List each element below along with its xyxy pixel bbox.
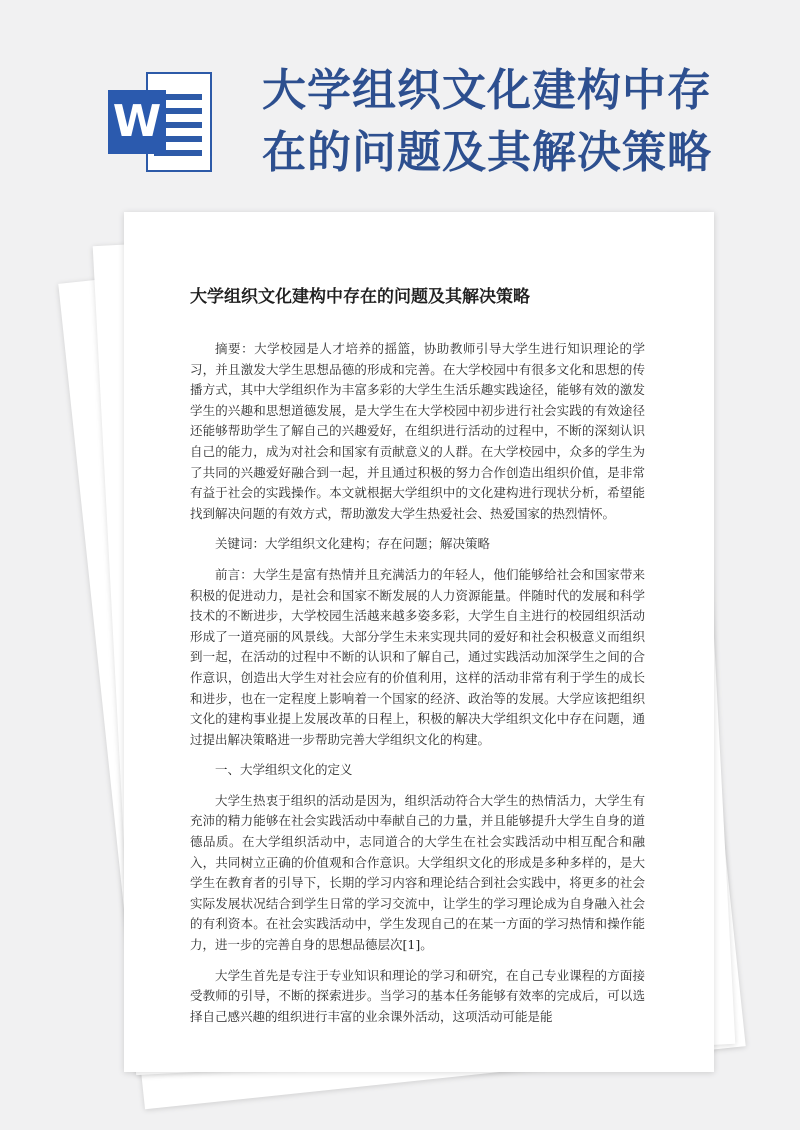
section-heading: 一、大学组织文化的定义 [215, 762, 353, 778]
section-paragraph: 大学生首先是专注于专业知识和理论的学习和研究，在自己专业课程的方面接受教师的引导，不断的探索进步。当学习的基本任务能够有效率的完成后，可以选择自己感兴趣的组织进行丰富的业余课外活动，这项活动可能是能 [190, 967, 645, 1024]
page-title-line-2: 在的问题及其解决策略 [262, 127, 712, 178]
document-title: 大学组织文化建构中存在的问题及其解决策略 [190, 287, 530, 307]
preface-paragraph: 前言：大学生是富有热情并且充满活力的年轻人，他们能够给社会和国家带来积极的促进动力，是社会和国家不断发展的人力资源能量。伴随时代的发展和科学技术的不断进步，大学校园生活越来越多姿多彩，大学生自主进行的校园组织活动形成了一道亮丽的风景线。大部分学生未来实现共同的爱好和社会积极意义而组织到一起，在活动的过程中不断的认识和了解自己，通过实践活动加深学生之间的合作意识，创造出大学生对社会应有的价值利用，这样的活动非常有利于学生的成长和进步，也在一定程度上影响着一个国家的经济、政治等的发展。大学应该把组织文化的建构事业提上发展改革的日程上，积极的解决大学组织文化中存在问题，通过提出解决策略进一步帮助完善大学组织文化的构建。 [190, 566, 645, 747]
keywords-paragraph: 关键词：大学组织文化建构；存在问题；解决策略 [215, 536, 491, 552]
document-body [190, 285, 645, 1037]
page-title-line-1: 大学组织文化建构中存 [262, 65, 712, 116]
word-logo-letter: W [108, 90, 166, 154]
abstract-paragraph: 摘要：大学校园是人才培养的摇篮，协助教师引导大学生进行知识理论的学习，并且激发大学生思想品德的形成和完善。在大学校园中有很多文化和思想的传播方式，其中大学组织作为丰富多彩的大学生生活乐趣实践途径，能够有效的激发学生的兴趣和思想道德发展，是大学生在大学校园中初步进行社会实践的有效途径还能够帮助学生了解自己的兴趣爱好，在组织进行活动的过程中，不断的深刻认识自己的能力，成为对社会和国家有贡献意义的人群。在大学校园中，众多的学生为了共同的兴趣爱好融合到一起，并且通过积极的努力合作创造出组织价值，是非常有益于社会的实践操作。本文就根据大学组织中的文化建构进行现状分析，希望能找到解决问题的有效方式，帮助激发大学生热爱社会、热爱国家的热烈情怀。 [190, 341, 645, 521]
header-banner [0, 0, 800, 200]
page-title [262, 60, 732, 184]
word-document-icon [108, 72, 212, 172]
section-paragraph: 大学生热衷于组织的活动是因为，组织活动符合大学生的热情活力，大学生有充沛的精力能够在社会实践活动中奉献自己的力量，并且能够提升大学生自身的道德品质。在大学组织活动中，志同道合的大学生在社会实践活动中相互配合和融入，共同树立正确的价值观和合作意识。大学组织文化的形成是多种多样的，是大学生在教育者的引导下，长期的学习内容和理论结合到社会实践中，将更多的社会实际发展状况结合到学生日常的学习交流中，让学生的学习理论成为自身融入社会的有利资本。在社会实践活动中，学生发现自己的在某一方面的学习热情和操作能力，进一步的完善自身的思想品德层次[1]。 [190, 792, 645, 953]
